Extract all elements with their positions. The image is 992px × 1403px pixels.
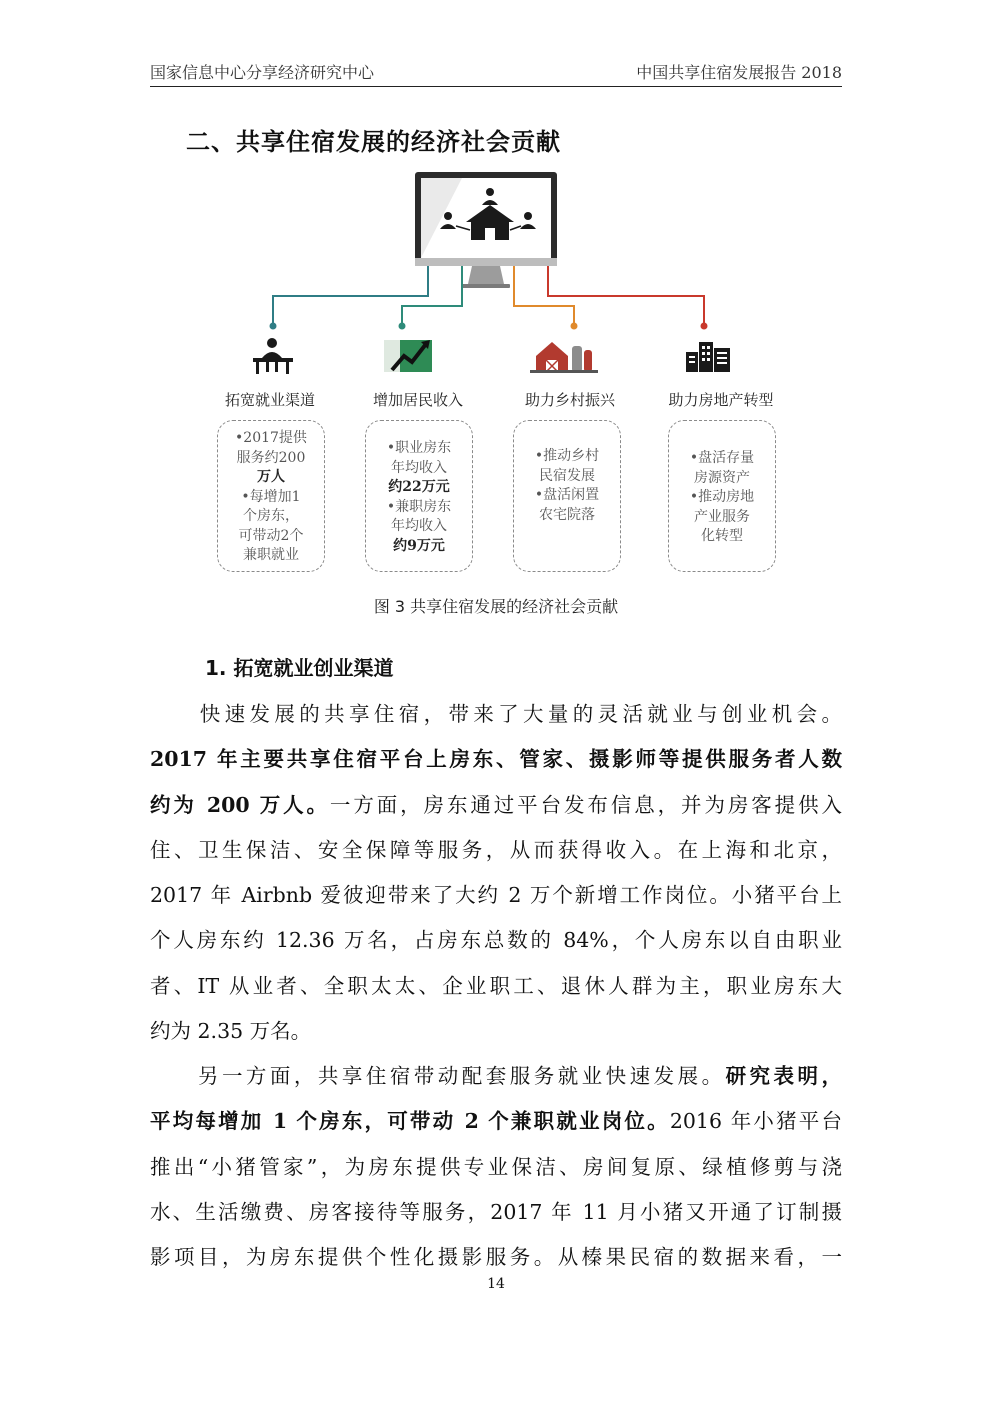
connector-dot-4: [701, 323, 708, 330]
box-line: 年均收入: [391, 459, 447, 476]
connector-line-3: [514, 266, 574, 323]
text-line: [150, 918, 842, 963]
text-line: [150, 692, 842, 737]
connector-line-1: [273, 266, 428, 323]
text-line: [150, 1054, 842, 1099]
text-line: [150, 1099, 842, 1144]
box-line: 兼职就业: [243, 547, 299, 563]
growth-chart-icon: [384, 340, 432, 372]
contribution-diagram: [0, 168, 992, 588]
category-label-3: 助力乡村振兴: [524, 391, 615, 409]
buildings-icon: [686, 342, 730, 372]
barn-icon: [530, 342, 598, 373]
text-run: 快速发展的共享住宿，带来了大量的灵活就业与创业机会。: [150, 702, 842, 726]
box-line: •推动房地: [689, 489, 755, 505]
box-line: 化转型: [701, 528, 743, 544]
box-line: 房源资产: [694, 469, 750, 486]
paragraph-2: [150, 1054, 842, 1280]
category-box-1: [217, 420, 325, 572]
text-line: [150, 1190, 842, 1235]
text-run: 推出“小猪管家”，为房东提供专业保洁、房间复原、绿植修剪与浇: [150, 1154, 842, 1179]
connector-line-2: [402, 266, 462, 323]
paragraph-1: [150, 692, 842, 1054]
box-line: 可带动2个: [238, 527, 304, 544]
figure-caption: 图 3 共享住宿发展的经济社会贡献: [373, 597, 619, 616]
text-line: [150, 828, 842, 873]
header-right: 中国共享住宿发展报告 2018: [636, 63, 842, 82]
box-line: 服务约200: [236, 449, 306, 466]
text-run: 研究表明，: [725, 1064, 842, 1088]
text-run: 2017 年 Airbnb 爱彼迎带来了大约 2 万个新增工作岗位。小猪平台上: [150, 883, 842, 908]
header-left: 国家信息中心分享经济研究中心: [150, 63, 375, 82]
text-line: [150, 737, 842, 782]
box-line: 万人: [257, 469, 285, 485]
box-line: 产业服务: [694, 508, 750, 525]
page-header: [150, 58, 842, 87]
connector-dot-1: [270, 323, 277, 330]
text-run: 约为 2.35 万名。: [150, 1019, 312, 1044]
text-run: 者、IT 从业者、全职太太、企业职工、退休人群为主，职业房东大: [150, 973, 842, 998]
box-line: 约9万元: [393, 537, 445, 554]
box-line: 农宅院落: [539, 506, 595, 523]
text-run: 一方面，房东通过平台发布信息，并为房客提供入: [329, 792, 842, 817]
category-box-4: [668, 420, 776, 572]
category-box-3: [513, 420, 621, 572]
text-line: [150, 1235, 842, 1280]
text-run: 2016 年小猪平台: [669, 1109, 842, 1134]
text-line: [150, 783, 842, 828]
box-line: •职业房东: [386, 440, 452, 456]
box-line: •盘活闲置: [534, 487, 600, 503]
box-line: •推动乡村: [534, 448, 600, 464]
text-run: 水、生活缴费、房客接待等服务，2017 年 11 月小猪又开通了订制摄: [150, 1199, 842, 1224]
category-label-2: 增加居民收入: [372, 391, 463, 409]
connector-dot-3: [571, 323, 578, 330]
page-number: 14: [487, 1276, 505, 1292]
box-line: 个房东，: [243, 508, 299, 524]
text-line: [150, 1145, 842, 1190]
text-run: 约为 200 万人。: [150, 792, 330, 817]
connector-line-4: [548, 266, 704, 323]
box-line: •每增加1: [241, 488, 301, 505]
box-line: 民宿发展: [539, 467, 595, 484]
text-line: [150, 964, 842, 1009]
box-line: 年均收入: [391, 518, 447, 534]
box-line: 约22万元: [388, 479, 450, 495]
text-line: [150, 1009, 842, 1054]
category-box-2: [365, 420, 473, 572]
box-line: •盘活存量: [689, 450, 755, 466]
subheading: 1. 拓宽就业创业渠道: [205, 656, 394, 680]
connector-dot-2: [399, 323, 406, 330]
box-line: •兼职房东: [386, 498, 452, 515]
category-label-1: 拓宽就业渠道: [224, 391, 315, 409]
section-title: 二、共享住宿发展的经济社会贡献: [186, 128, 561, 156]
text-run: 平均每增加 1 个房东，可带动 2 个兼职就业岗位。: [150, 1109, 670, 1134]
text-run: 住、卫生保洁、安全保障等服务，从而获得收入。在上海和北京，: [150, 837, 842, 862]
desk-worker-icon: [253, 338, 293, 374]
text-run: 个人房东约 12.36 万名，占房东总数的 84%，个人房东以自由职业: [150, 928, 842, 953]
text-run: 另一方面，共享住宿带动配套服务就业快速发展。: [150, 1064, 726, 1088]
text-run: 2017 年主要共享住宿平台上房东、管家、摄影师等提供服务者人数: [150, 747, 842, 772]
box-line: •2017提供: [235, 430, 307, 446]
category-label-4: 助力房地产转型: [668, 391, 774, 409]
text-line: [150, 873, 842, 918]
text-run: 影项目，为房东提供个性化摄影服务。从榛果民宿的数据来看，一: [150, 1245, 842, 1270]
